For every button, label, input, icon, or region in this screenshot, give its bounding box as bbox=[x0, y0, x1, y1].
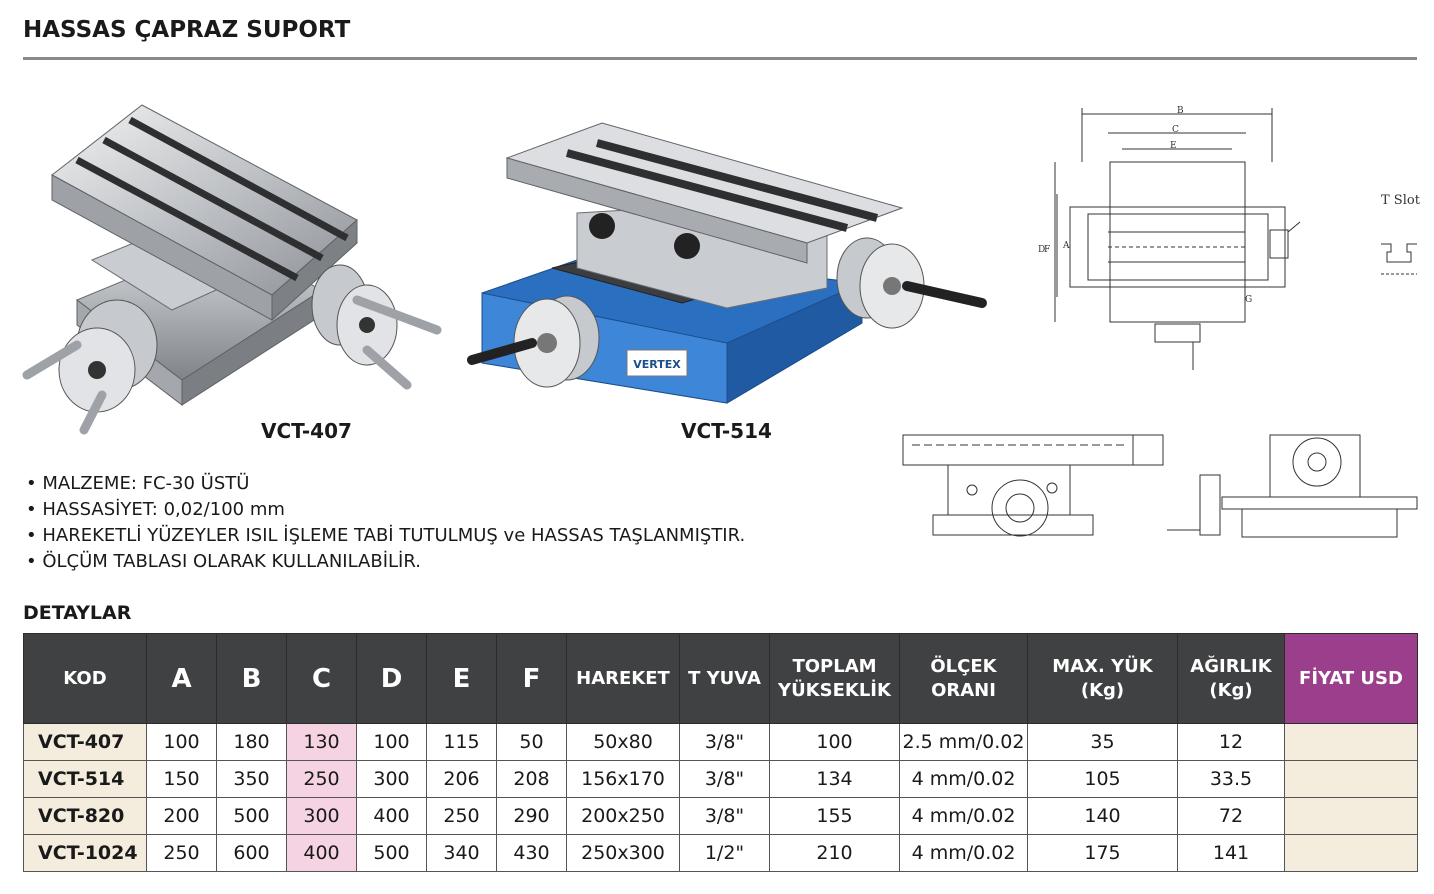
t-slot-profile-drawing bbox=[1381, 232, 1417, 276]
cell-c: 400 bbox=[287, 835, 357, 872]
details-heading: DETAYLAR bbox=[23, 602, 132, 624]
cell-hareket: 200x250 bbox=[567, 798, 680, 835]
brand-plate: VERTEX bbox=[633, 358, 681, 371]
col-agirlik-line1: AĞIRLIK bbox=[1190, 655, 1272, 677]
page-title: HASSAS ÇAPRAZ SUPORT bbox=[23, 17, 351, 43]
cell-olcek: 4 mm/0.02 bbox=[900, 798, 1028, 835]
details-table bbox=[23, 633, 1418, 872]
cell-fiyat bbox=[1285, 798, 1418, 835]
col-kod: KOD bbox=[24, 634, 147, 724]
dim-d-label: D bbox=[1038, 245, 1046, 255]
title-divider bbox=[23, 57, 1417, 60]
cell-olcek: 4 mm/0.02 bbox=[900, 761, 1028, 798]
col-hareket: HAREKET bbox=[567, 634, 680, 724]
col-agirlik bbox=[1178, 634, 1285, 724]
dim-b-label: B bbox=[1177, 106, 1184, 116]
cell-max-yuk: 105 bbox=[1028, 761, 1178, 798]
cell-c: 250 bbox=[287, 761, 357, 798]
cell-kod: VCT-820 bbox=[24, 798, 147, 835]
col-olcek-orani bbox=[900, 634, 1028, 724]
side-view-drawing bbox=[1162, 430, 1420, 540]
spec-material: • MALZEME: FC-30 ÜSTÜ bbox=[26, 471, 745, 497]
cell-a: 250 bbox=[147, 835, 217, 872]
dim-c-label: C bbox=[1172, 125, 1179, 135]
cell-f: 50 bbox=[497, 724, 567, 761]
cell-f: 290 bbox=[497, 798, 567, 835]
col-max-yuk bbox=[1028, 634, 1178, 724]
table-row bbox=[24, 761, 1418, 798]
spec-heat-treatment: • HAREKETLİ YÜZEYLER ISIL İŞLEME TABİ TUTULMUŞ ve HASSAS TAŞLANMIŞTIR. bbox=[26, 523, 745, 549]
dim-f-label: F bbox=[1044, 245, 1051, 255]
col-maxyuk-line2: (Kg) bbox=[1080, 679, 1125, 701]
col-e: E bbox=[427, 634, 497, 724]
cell-kod: VCT-407 bbox=[24, 724, 147, 761]
cell-b: 350 bbox=[217, 761, 287, 798]
cell-kod: VCT-514 bbox=[24, 761, 147, 798]
cell-d: 500 bbox=[357, 835, 427, 872]
col-agirlik-line2: (Kg) bbox=[1209, 679, 1253, 701]
cell-b: 180 bbox=[217, 724, 287, 761]
col-f: F bbox=[497, 634, 567, 724]
table-header-row bbox=[24, 634, 1418, 724]
cell-c: 300 bbox=[287, 798, 357, 835]
col-toplam-line2: YÜKSEKLİK bbox=[778, 679, 891, 701]
cell-b: 600 bbox=[217, 835, 287, 872]
cell-toplam: 134 bbox=[770, 761, 900, 798]
cell-agirlik: 141 bbox=[1178, 835, 1285, 872]
cell-d: 100 bbox=[357, 724, 427, 761]
table-row bbox=[24, 724, 1418, 761]
cell-hareket: 250x300 bbox=[567, 835, 680, 872]
cell-fiyat bbox=[1285, 724, 1418, 761]
cell-toplam: 100 bbox=[770, 724, 900, 761]
cell-olcek: 2.5 mm/0.02 bbox=[900, 724, 1028, 761]
cell-toplam: 155 bbox=[770, 798, 900, 835]
col-b: B bbox=[217, 634, 287, 724]
cell-agirlik: 12 bbox=[1178, 724, 1285, 761]
cell-a: 150 bbox=[147, 761, 217, 798]
col-olcek-line2: ORANI bbox=[931, 679, 996, 701]
col-d: D bbox=[357, 634, 427, 724]
col-fiyat-usd: FİYAT USD bbox=[1285, 634, 1418, 724]
dim-g-label: G bbox=[1245, 295, 1253, 305]
cell-fiyat bbox=[1285, 835, 1418, 872]
cell-e: 250 bbox=[427, 798, 497, 835]
vct-514-label: VCT-514 bbox=[681, 419, 772, 443]
cell-d: 400 bbox=[357, 798, 427, 835]
cell-hareket: 156x170 bbox=[567, 761, 680, 798]
cell-e: 206 bbox=[427, 761, 497, 798]
cell-d: 300 bbox=[357, 761, 427, 798]
vct-407-product-image bbox=[22, 100, 442, 435]
cell-kod: VCT-1024 bbox=[24, 835, 147, 872]
col-t-yuva: T YUVA bbox=[680, 634, 770, 724]
spec-list bbox=[26, 471, 745, 575]
t-slot-label: T Slot bbox=[1381, 193, 1420, 208]
vct-514-product-image bbox=[467, 118, 992, 413]
cell-hareket: 50x80 bbox=[567, 724, 680, 761]
col-toplam-line1: TOPLAM bbox=[792, 655, 877, 677]
vct-407-label: VCT-407 bbox=[261, 419, 352, 443]
front-view-drawing bbox=[900, 430, 1170, 540]
col-a: A bbox=[147, 634, 217, 724]
spec-measuring-table: • ÖLÇÜM TABLASI OLARAK KULLANILABİLİR. bbox=[26, 549, 745, 575]
col-toplam-yukseklik bbox=[770, 634, 900, 724]
cell-t-yuva: 3/8" bbox=[680, 724, 770, 761]
cell-max-yuk: 140 bbox=[1028, 798, 1178, 835]
cell-e: 115 bbox=[427, 724, 497, 761]
cell-t-yuva: 1/2" bbox=[680, 835, 770, 872]
cell-t-yuva: 3/8" bbox=[680, 761, 770, 798]
col-c: C bbox=[287, 634, 357, 724]
top-view-drawing bbox=[1030, 102, 1330, 377]
cell-f: 208 bbox=[497, 761, 567, 798]
cell-t-yuva: 3/8" bbox=[680, 798, 770, 835]
cell-c: 130 bbox=[287, 724, 357, 761]
dim-e-label: E bbox=[1170, 141, 1177, 151]
cell-b: 500 bbox=[217, 798, 287, 835]
cell-max-yuk: 175 bbox=[1028, 835, 1178, 872]
spec-precision: • HASSASİYET: 0,02/100 mm bbox=[26, 497, 745, 523]
cell-toplam: 210 bbox=[770, 835, 900, 872]
cell-agirlik: 72 bbox=[1178, 798, 1285, 835]
cell-olcek: 4 mm/0.02 bbox=[900, 835, 1028, 872]
col-olcek-line1: ÖLÇEK bbox=[930, 655, 997, 677]
cell-max-yuk: 35 bbox=[1028, 724, 1178, 761]
table-row bbox=[24, 798, 1418, 835]
cell-fiyat bbox=[1285, 761, 1418, 798]
cell-a: 100 bbox=[147, 724, 217, 761]
cell-f: 430 bbox=[497, 835, 567, 872]
dim-a-label: A bbox=[1063, 241, 1070, 251]
cell-agirlik: 33.5 bbox=[1178, 761, 1285, 798]
cell-a: 200 bbox=[147, 798, 217, 835]
cell-e: 340 bbox=[427, 835, 497, 872]
col-maxyuk-line1: MAX. YÜK bbox=[1052, 655, 1153, 677]
table-row bbox=[24, 835, 1418, 872]
